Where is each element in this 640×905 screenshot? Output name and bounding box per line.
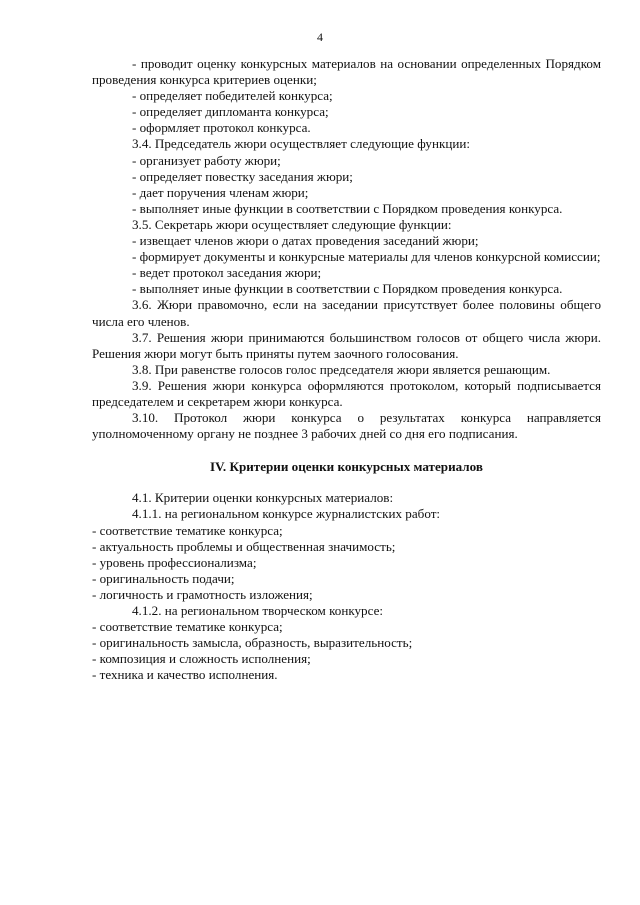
paragraph: - соответствие тематике конкурса; (92, 619, 283, 635)
paragraph: 4.1.1. на региональном конкурсе журналистских работ: (132, 506, 441, 522)
paragraph: - дает поручения членам жюри; (132, 184, 309, 200)
paragraph: 3.9. Решения жюри конкурса оформляются протоколом, который подписывается председателем и секретарем жюри конкурса. (92, 377, 601, 409)
paragraph: 4.1.2. на региональном творческом конкурсе: (132, 603, 384, 618)
paragraph: 4.1. Критерии оценки конкурсных материалов: (132, 490, 394, 506)
paragraph: - определяет повестку заседания жюри; (132, 168, 353, 184)
paragraph: 3.5. Секретарь жюри осуществляет следующие функции: (132, 216, 452, 232)
paragraph: - проводит оценку конкурсных материалов на основании определенных Порядком проведения конкурса критериев оценки; (92, 56, 601, 88)
paragraph: - определяет дипломанта конкурса; (132, 104, 329, 120)
paragraph: - актуальность проблемы и общественная значимость; (92, 538, 396, 554)
section-3-clauses (92, 56, 601, 442)
paragraph: - выполняет иные функции в соответствии с Порядком проведения конкурса. (132, 281, 563, 297)
section-4-criteria (92, 490, 601, 683)
paragraph: - организует работу жюри; (132, 152, 281, 168)
paragraph: - определяет победителей конкурса; (132, 88, 333, 104)
paragraph: - композиция и сложность исполнения; (92, 651, 311, 667)
paragraph: - техника и качество исполнения. (92, 667, 278, 683)
paragraph: - соответствие тематике конкурса; (92, 522, 283, 538)
paragraph: 3.7. Решения жюри принимаются большинством голосов от общего числа жюри. Решения жюри могут быть приняты путем заочного голосования. (92, 329, 601, 361)
section-4-heading: IV. Критерии оценки конкурсных материалов (210, 459, 483, 475)
paragraph: - оригинальность замысла, образность, выразительность; (92, 635, 413, 651)
paragraph: - выполняет иные функции в соответствии с Порядком проведения конкурса. (132, 200, 563, 216)
paragraph: - ведет протокол заседания жюри; (132, 265, 322, 281)
paragraph: - извещает членов жюри о датах проведения заседаний жюри; (132, 233, 479, 249)
paragraph: 3.6. Жюри правомочно, если на заседании присутствует более половины общего числа его членов. (92, 297, 601, 329)
paragraph: - оформляет протокол конкурса. (132, 120, 311, 136)
paragraph: - оригинальность подачи; (92, 570, 235, 586)
paragraph: 3.10. Протокол жюри конкурса о результатах конкурса направляется уполномоченному органу не позднее 3 рабочих дней со дня его подписания. (92, 410, 601, 442)
page-number: 4 (317, 30, 323, 44)
paragraph: - уровень профессионализма; (92, 554, 257, 570)
paragraph: - логичность и грамотность изложения; (92, 586, 313, 602)
paragraph: - формирует документы и конкурсные материалы для членов конкурсной комиссии; (132, 249, 601, 265)
paragraph: 3.4. Председатель жюри осуществляет следующие функции: (132, 136, 471, 152)
document-body (92, 56, 601, 683)
paragraph: 3.8. При равенстве голосов голос председателя жюри является решающим. (132, 361, 551, 377)
